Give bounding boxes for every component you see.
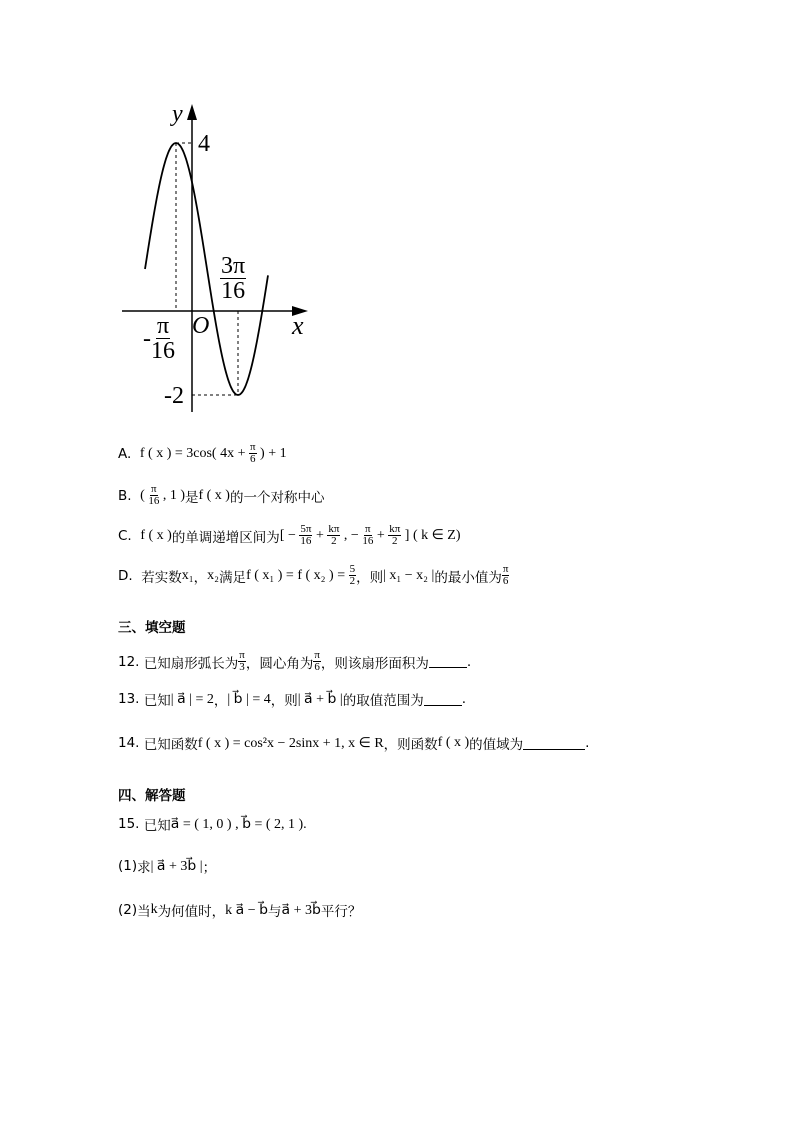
fraction xyxy=(327,524,340,547)
text: 的取值范围为 xyxy=(342,693,424,709)
y-axis-arrow-icon xyxy=(187,104,197,120)
question-number: (2) xyxy=(118,902,138,918)
question-number: . xyxy=(585,735,590,751)
numerator: π xyxy=(502,563,509,575)
math-expression: f ( x ) = cos²x − 2sinx + 1, x ∈ R xyxy=(197,735,384,751)
question-line xyxy=(118,689,466,709)
text: ，则函数 xyxy=(383,737,438,753)
text: ， xyxy=(213,693,228,709)
question-number: C. xyxy=(118,527,141,544)
question-number: . xyxy=(466,653,472,670)
numerator: π xyxy=(239,649,245,661)
math-expression: k xyxy=(150,902,158,917)
text: 已知 xyxy=(143,693,171,709)
question-line xyxy=(118,814,307,834)
text: ，则 xyxy=(270,693,298,709)
fraction xyxy=(362,524,373,547)
math-expression: ( 4x + xyxy=(211,445,249,461)
left-x-label: - $\frac{\pi}{16}$ xyxy=(143,313,175,364)
denominator: 2 xyxy=(392,535,398,547)
text: ，圆心角为 xyxy=(245,655,314,672)
math-expression: ] ( k ∈ Z) xyxy=(401,528,461,543)
fraction xyxy=(148,484,159,507)
question-number: 12. xyxy=(118,653,144,670)
fraction xyxy=(249,442,257,465)
math-expression: ) + 1 xyxy=(256,445,287,461)
math-expression: | b⃗ | = 4 xyxy=(227,691,271,707)
math-expression: f ( x ) xyxy=(437,735,470,750)
text: 的最小值为 xyxy=(434,569,502,586)
heading-text: 四、解答题 xyxy=(118,788,186,804)
denominator: 16 xyxy=(362,535,374,547)
math-expression: f ( x ) xyxy=(198,487,230,503)
denominator: 2 xyxy=(331,535,337,547)
text: 已知函数 xyxy=(143,737,198,753)
question-number: . xyxy=(461,691,467,707)
numerator: kπ xyxy=(328,523,340,535)
question-line xyxy=(118,524,461,547)
math-expression: f ( x ) = 3cos xyxy=(139,445,212,461)
numerator: π xyxy=(151,483,157,495)
text: 为何值时， xyxy=(157,904,226,920)
text: 当 xyxy=(137,904,151,920)
question-number: 13. xyxy=(118,691,144,707)
text: ， xyxy=(193,569,208,586)
answer-blank xyxy=(523,737,585,750)
text: 已知扇形弧长为 xyxy=(143,655,239,672)
text: 的一个对称中心 xyxy=(229,489,325,506)
x-axis-label: x xyxy=(292,311,304,340)
fraction xyxy=(502,564,510,587)
question-line xyxy=(118,564,509,587)
math-expression: f ( x ) xyxy=(140,527,172,543)
text: 求 xyxy=(137,860,151,876)
math-expression: , − xyxy=(340,527,363,543)
denominator: 3 xyxy=(239,661,245,673)
fraction xyxy=(349,564,357,587)
math-expression: + xyxy=(312,527,328,543)
math-expression: | a⃗ | = 2 xyxy=(170,691,214,707)
question-number: 15. xyxy=(118,816,144,832)
text: 平行？ xyxy=(320,904,362,920)
question-line xyxy=(118,900,361,920)
denominator: 16 xyxy=(148,495,160,507)
question-line xyxy=(118,650,471,673)
math-expression: x₁ xyxy=(181,567,194,583)
math-expression: , 1 ) xyxy=(159,487,185,503)
min-value-label: -2 xyxy=(164,383,184,409)
answer-blank xyxy=(429,655,467,668)
denominator: 6 xyxy=(502,575,509,587)
fraction xyxy=(299,524,312,547)
right-x-label: $\frac{3\pi}{16}$ xyxy=(221,253,246,304)
function-graph xyxy=(0,0,794,430)
origin-label: O xyxy=(192,313,210,339)
section-heading xyxy=(118,616,186,636)
math-expression: | x₁ − x₂ | xyxy=(383,567,435,583)
question-line xyxy=(118,442,287,465)
fraction xyxy=(238,650,246,673)
text: ，则 xyxy=(356,569,384,586)
fraction xyxy=(313,650,321,673)
fraction xyxy=(388,524,401,547)
text: ； xyxy=(202,860,217,876)
question-number: D. xyxy=(118,567,142,584)
text: 的值域为 xyxy=(469,737,524,753)
denominator: 6 xyxy=(314,661,320,673)
numerator: 5π xyxy=(300,523,312,535)
section-heading xyxy=(118,784,186,804)
numerator: kπ xyxy=(389,523,401,535)
text: ，则该扇形面积为 xyxy=(320,655,429,672)
math-expression: a⃗ = ( 1, 0 ) , b⃗ = ( 2, 1 ). xyxy=(170,816,307,832)
math-expression: x₂ xyxy=(207,567,220,583)
math-expression: k a⃗ − b⃗ xyxy=(225,902,268,918)
max-value-label: 4 xyxy=(198,131,210,157)
denominator: 16 xyxy=(300,535,312,547)
question-number: 14. xyxy=(118,735,144,751)
math-expression: a⃗ + 3b⃗ xyxy=(281,902,321,918)
text: 的单调递增区间为 xyxy=(171,529,280,546)
question-number: A. xyxy=(118,445,140,462)
numerator: π xyxy=(249,441,256,453)
math-expression: | a⃗ + b⃗ | xyxy=(297,691,343,707)
heading-text: 三、填空题 xyxy=(118,620,186,636)
math-expression: ( xyxy=(140,487,149,503)
question-line xyxy=(118,484,324,507)
text: 若实数 xyxy=(141,569,182,586)
text: 与 xyxy=(268,904,282,920)
text: 已知 xyxy=(143,818,171,834)
math-expression: [ − xyxy=(279,527,300,543)
math-expression: + xyxy=(373,527,389,543)
text: 是 xyxy=(184,489,199,506)
text: 满足 xyxy=(219,569,247,586)
denominator: 6 xyxy=(250,453,256,465)
math-expression: f ( x₁ ) = f ( x₂ ) = xyxy=(246,567,349,583)
y-axis-label: y xyxy=(172,101,183,127)
math-expression: | a⃗ + 3b⃗ | xyxy=(150,858,203,874)
denominator: 2 xyxy=(349,575,356,587)
answer-blank xyxy=(424,693,462,706)
numerator: 5 xyxy=(349,563,356,575)
numerator: π xyxy=(365,523,371,535)
question-line xyxy=(118,856,216,876)
question-line xyxy=(118,733,589,753)
question-number: B. xyxy=(118,487,141,504)
numerator: π xyxy=(314,649,320,661)
question-number: (1) xyxy=(118,858,138,874)
